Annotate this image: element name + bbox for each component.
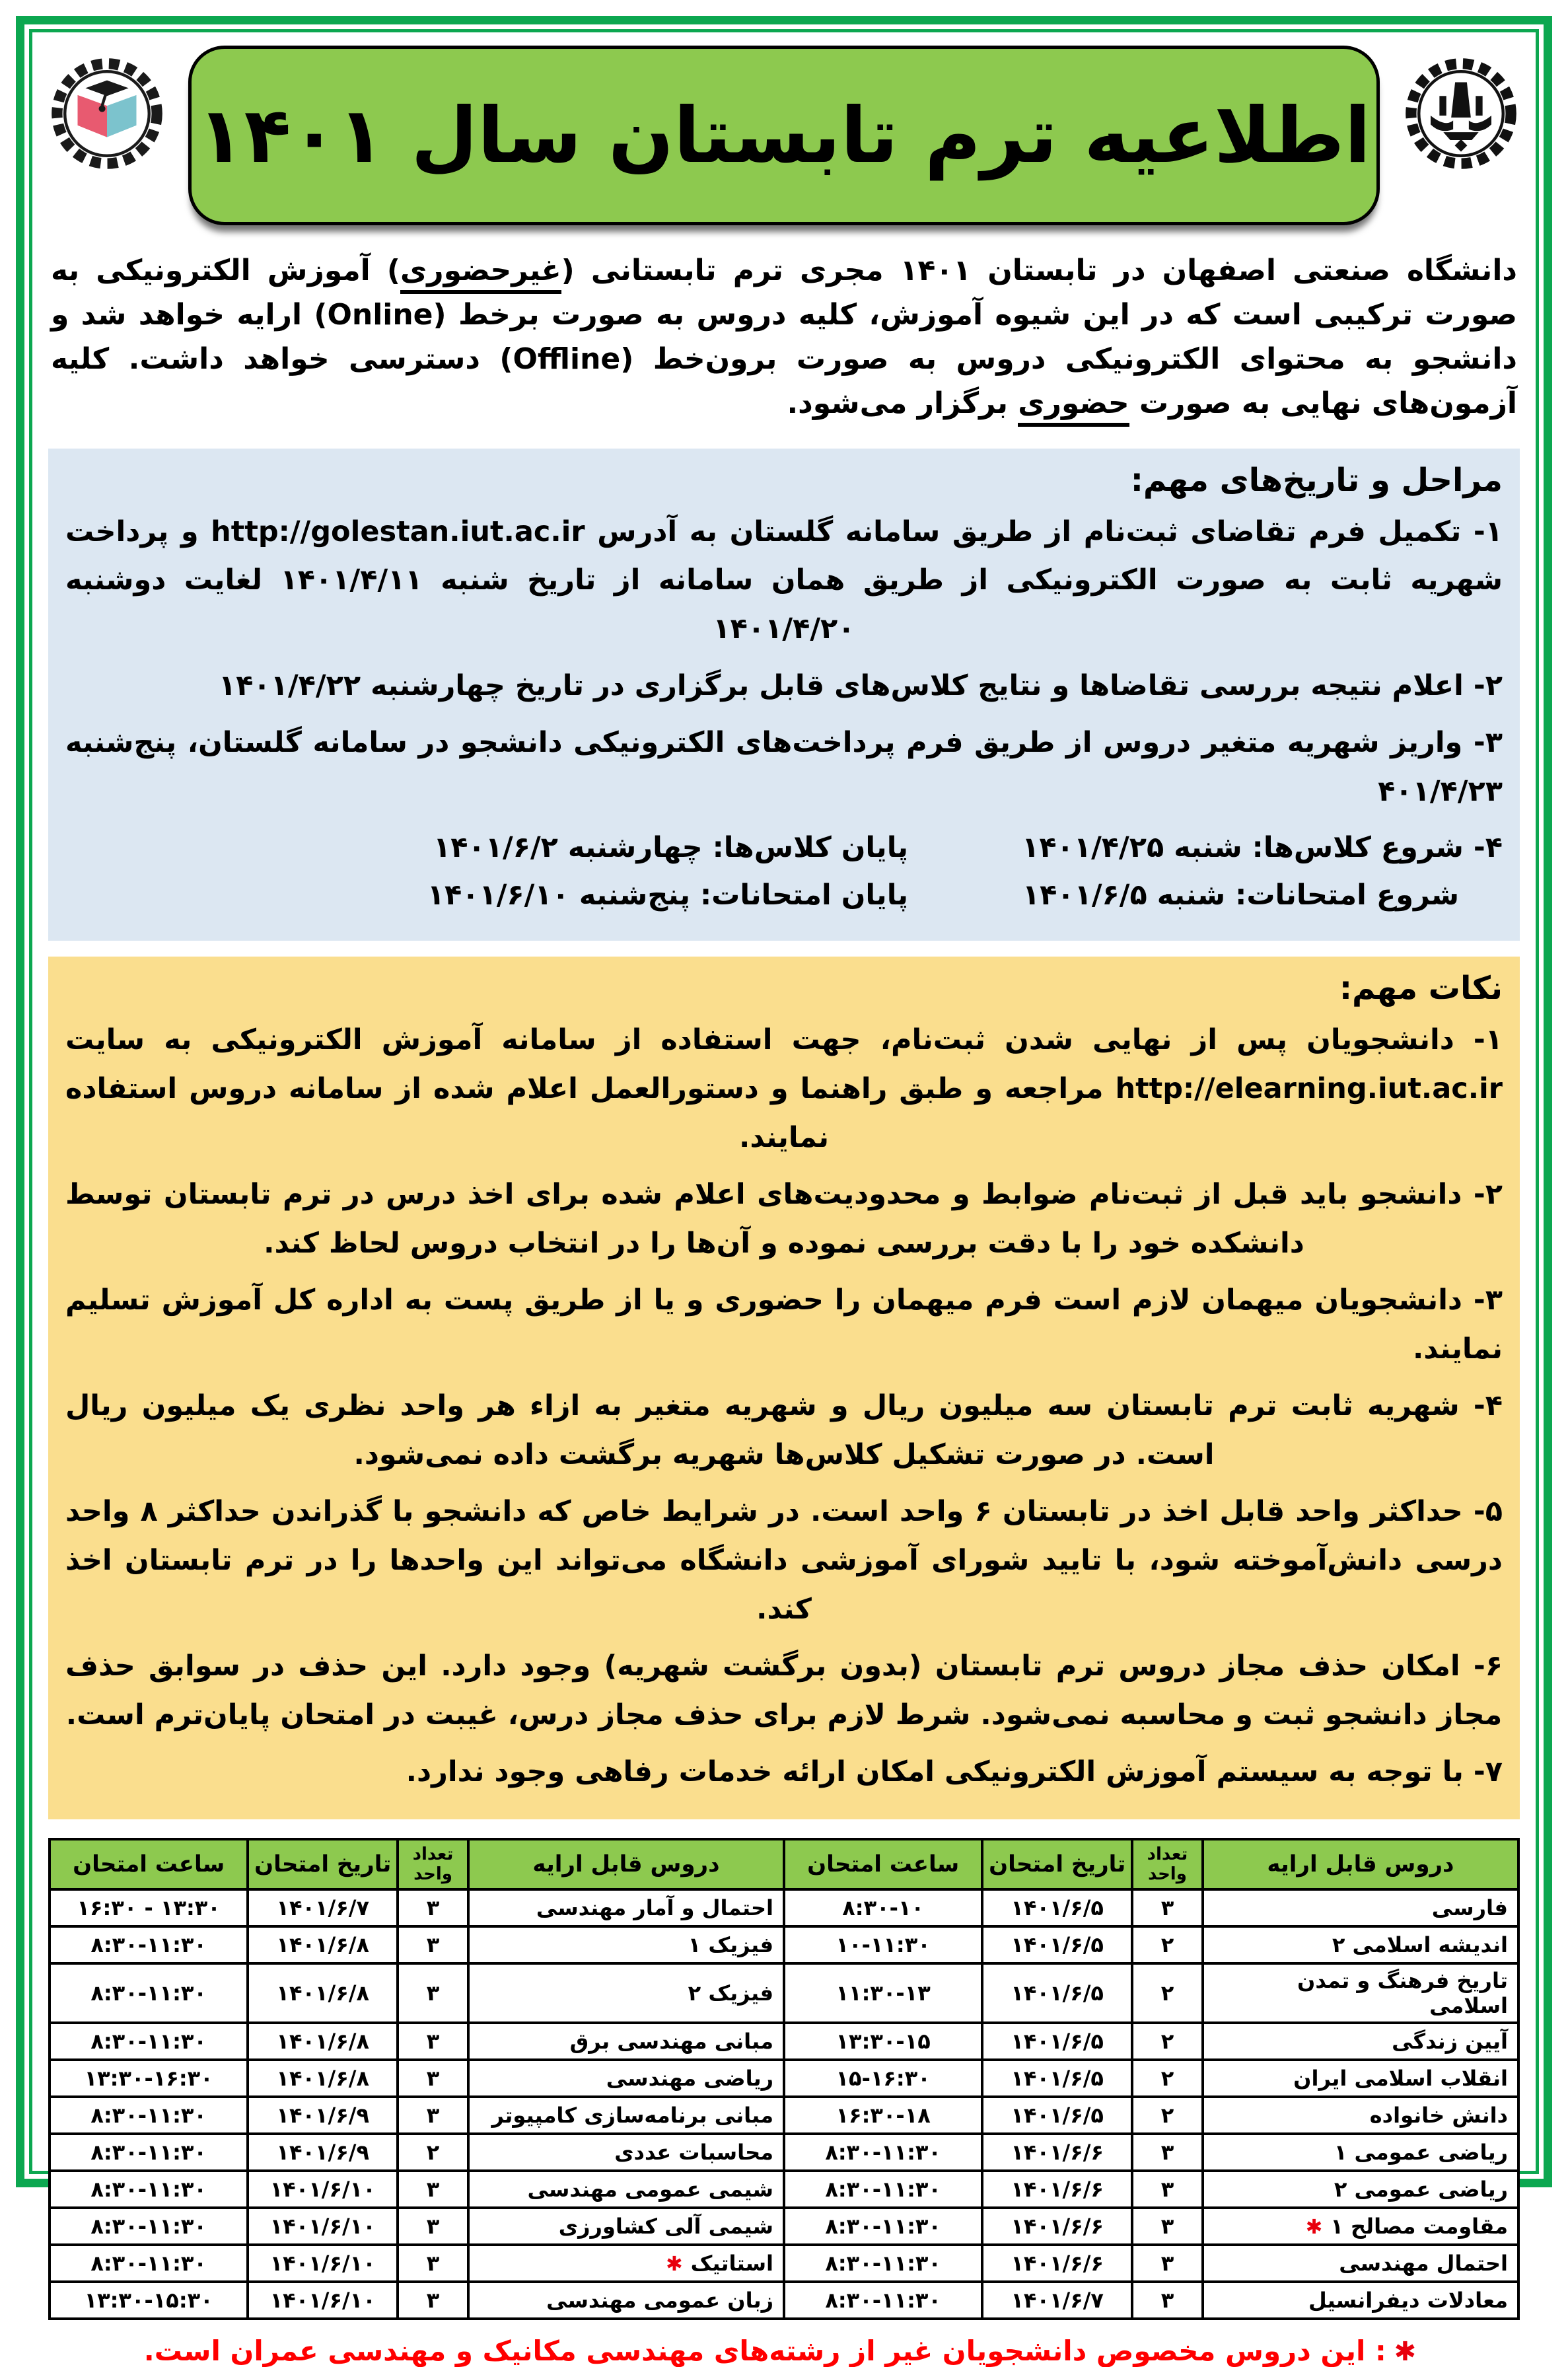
table-row (50, 2245, 1518, 2282)
header-exam-time: ساعت امتحان (784, 1839, 982, 1889)
exam-date-cell: ۱۴۰۱/۶/۶ (982, 2171, 1132, 2208)
exam-date-cell: ۱۴۰۱/۶/۸ (248, 2023, 398, 2060)
page-header (48, 46, 1520, 225)
table-row (50, 1963, 1518, 2023)
exam-time-cell: ۱۳:۳۰ - ۱۶:۳۰ (50, 1889, 248, 1926)
header-exam-date: تاریخ امتحان (982, 1839, 1132, 1889)
course-name-cell (468, 1963, 784, 2023)
university-emblem-icon (1402, 55, 1520, 172)
units-cell: ۳ (1132, 2245, 1203, 2282)
exam-date-cell: ۱۴۰۱/۶/۵ (982, 2060, 1132, 2097)
note-item-4: ۴- شهریه ثابت ترم تابستان سه میلیون ریال و شهریه متغیر به ازاء هر واحد نظری یک میلیون ریال است. در صورت تشکیل کلاس‌ها شهریه برگشت داده نمی‌شود. (65, 1389, 1503, 1471)
inner-green-border (29, 29, 1539, 2367)
course-name-cell (468, 2282, 784, 2319)
exam-date-cell: ۱۴۰۱/۶/۱۰ (248, 2208, 398, 2245)
exam-time-cell: ۸:۳۰-۱۱:۳۰ (50, 2023, 248, 2060)
intro-text-1: دانشگاه صنعتی اصفهان در تابستان ۱۴۰۱ مجری ترم تابستانی ( (561, 254, 1517, 287)
course-name-cell (468, 2134, 784, 2171)
footnote-text: : این دروس مخصوص دانشجویان غیر از رشته‌های مهندسی مکانیک و مهندسی عمران است. (143, 2334, 1386, 2367)
star-icon: ✱ (666, 2252, 683, 2276)
course-name-cell (1203, 1926, 1518, 1963)
course-name-cell (468, 2171, 784, 2208)
exams-dates-line (65, 879, 1503, 912)
course-name-cell (468, 1926, 784, 1963)
table-row (50, 2134, 1518, 2171)
exam-time-cell: ۸:۳۰-۱۱:۳۰ (784, 2208, 982, 2245)
step-item-1: ۱- تکمیل فرم تقاضای ثبت‌نام از طریق سامانه گلستان به آدرس http://golestan.iut.ac.ir و پرداخت شهریه ثابت به صورت الکترونیکی از طریق همان سامانه از تاریخ شنبه ۱۴۰۱/۴/۱۱ لغایت دوشنبه ۱۴۰۱/۴/۲۰ (65, 515, 1503, 646)
exam-date-cell: ۱۴۰۱/۶/۹ (248, 2134, 398, 2171)
units-cell: ۳ (1132, 2208, 1203, 2245)
course-name-cell (468, 2208, 784, 2245)
notes-section-title: نکات مهم: (1339, 970, 1503, 1007)
note-item-6: ۶- امکان حذف مجاز دروس ترم تابستان (بدون برگشت شهریه) وجود دارد. این حذف در سوابق حذف مجاز دانشجو ثبت و محاسبه نمی‌شود. شرط لازم برای حذف مجاز درس، غیبت در امتحان پایان‌ترم است. (65, 1649, 1503, 1731)
header-courses-offered: دروس قابل ارایه (1203, 1839, 1518, 1889)
exam-date-cell: ۱۴۰۱/۶/۶ (982, 2208, 1132, 2245)
exam-time-cell: ۸:۳۰-۱۱:۳۰ (784, 2245, 982, 2282)
note-item-5: ۵- حداکثر واحد قابل اخذ در تابستان ۶ واحد است. در شرایط خاص که دانشجو با گذراندن حداکثر ۸ واحد درسی دانش‌آموخته شود، با تایید شورای آموزشی دانشگاه می‌تواند این واحدها را در ترم تابستان اخذ کند. (65, 1494, 1503, 1626)
units-cell: ۲ (1132, 2060, 1203, 2097)
exam-time-cell: ۱۶:۳۰-۱۸ (784, 2097, 982, 2134)
units-cell: ۳ (398, 2208, 468, 2245)
units-cell: ۲ (1132, 2023, 1203, 2060)
course-name: احتمال مهندسی (1339, 2250, 1508, 2276)
underlined-in-person: حضوری (1018, 386, 1129, 427)
course-name: معادلات دیفرانسیل (1308, 2287, 1508, 2313)
star-icon: ✱ (1394, 2336, 1417, 2367)
course-name-cell (1203, 2282, 1518, 2319)
units-cell: ۳ (398, 2023, 468, 2060)
exam-date-cell: ۱۴۰۱/۶/۷ (982, 2282, 1132, 2319)
exam-time-cell: ۸:۳۰-۱۱:۳۰ (50, 1926, 248, 1963)
course-name: فارسی (1431, 1895, 1508, 1920)
exam-time-cell: ۱۳:۳۰-۱۵:۳۰ (50, 2282, 248, 2319)
exam-date-cell: ۱۴۰۱/۶/۵ (982, 1926, 1132, 1963)
exams-start-date: شروع امتحانات: شنبه ۱۴۰۱/۶/۵ (1022, 879, 1459, 912)
exam-time-cell: ۸:۳۰-۱۱:۳۰ (784, 2171, 982, 2208)
course-name: مبانی مهندسی برق (569, 2028, 774, 2054)
course-name: زبان عمومی مهندسی (546, 2287, 774, 2313)
units-cell: ۲ (398, 2134, 468, 2171)
exam-time-cell: ۸:۳۰-۱۱:۳۰ (50, 2171, 248, 2208)
course-name-cell (468, 2097, 784, 2134)
classes-dates-line (65, 831, 1503, 864)
course-name-cell (1203, 2023, 1518, 2060)
course-name-cell (1203, 2208, 1518, 2245)
exam-time-cell: ۸:۳۰-۱۱:۳۰ (784, 2134, 982, 2171)
steps-section-title: مراحل و تاریخ‌های مهم: (1130, 461, 1503, 499)
exam-date-cell: ۱۴۰۱/۶/۱۰ (248, 2245, 398, 2282)
education-office-logo-icon (48, 55, 166, 172)
exam-date-cell: ۱۴۰۱/۶/۵ (982, 1889, 1132, 1926)
exam-date-cell: ۱۴۰۱/۶/۷ (248, 1889, 398, 1926)
exam-date-cell: ۱۴۰۱/۶/۶ (982, 2245, 1132, 2282)
title-banner (188, 46, 1380, 225)
units-cell: ۳ (398, 1963, 468, 2023)
course-name: ریاضی عمومی ۱ (1334, 2139, 1508, 2165)
units-cell: ۲ (1132, 1926, 1203, 1963)
exam-time-cell: ۱۵-۱۶:۳۰ (784, 2060, 982, 2097)
course-name-cell (1203, 2097, 1518, 2134)
units-cell: ۳ (398, 2171, 468, 2208)
course-name: اندیشه اسلامی ۲ (1332, 1932, 1508, 1957)
exam-date-cell: ۱۴۰۱/۶/۶ (982, 2134, 1132, 2171)
course-name-cell (1203, 2134, 1518, 2171)
course-name: فیزیک ۲ (688, 1980, 774, 2006)
exam-date-cell: ۱۴۰۱/۶/۸ (248, 2060, 398, 2097)
star-icon: ✱ (1305, 2215, 1323, 2239)
page-title: اطلاعیه ترم تابستان سال ۱۴۰۱ (197, 91, 1371, 180)
exam-time-cell: ۸:۳۰-۱۰ (784, 1889, 982, 1926)
course-name: مبانی برنامه‌سازی کامپیوتر (491, 2102, 774, 2128)
note-item-3: ۳- دانشجویان میهمان لازم است فرم میهمان را حضوری و یا از طریق پست به اداره کل آموزش تسلیم نمایند. (65, 1283, 1503, 1366)
header-units: تعداد واحد (1132, 1839, 1203, 1889)
units-cell: ۳ (1132, 2171, 1203, 2208)
course-name-cell (468, 2060, 784, 2097)
step-item-3: ۳- واریز شهریه متغیر دروس از طریق فرم پرداخت‌های الکترونیکی دانشجو در سامانه گلستان، پنج‌شنبه ۴۰۱/۴/۲۳ (65, 726, 1503, 809)
header-courses-offered: دروس قابل ارایه (468, 1839, 784, 1889)
exam-time-cell: ۱۱:۳۰-۱۳ (784, 1963, 982, 2023)
course-name: مقاومت مصالح ۱ (1330, 2213, 1508, 2239)
note-item-1: ۱- دانشجویان پس از نهایی شدن ثبت‌نام، جهت استفاده از سامانه آموزش الکترونیکی به سایت http://elearning.iut.ac.ir مراجعه و طبق راهنما و دستورالعمل اعلام شده از سامانه دروس استفاده نمایند. (65, 1023, 1503, 1155)
exam-time-cell: ۱۰-۱۱:۳۰ (784, 1926, 982, 1963)
header-units: تعداد واحد (398, 1839, 468, 1889)
table-row (50, 2060, 1518, 2097)
notes-section (48, 957, 1520, 1819)
course-name: استاتیک (690, 2250, 774, 2276)
note-item-2: ۲- دانشجو باید قبل از ثبت‌نام ضوابط و محدودیت‌های اعلام شده برای اخذ درس در ترم تابستان توسط دانشکده خود را با دقت بررسی نموده و آن‌ها را در انتخاب دروس لحاظ کند. (65, 1178, 1503, 1260)
table-header-row (50, 1839, 1518, 1889)
course-name: احتمال و آمار مهندسی (536, 1895, 774, 1920)
course-name: تاریخ فرهنگ و تمدن اسلامی (1297, 1967, 1508, 2018)
units-cell: ۳ (398, 2245, 468, 2282)
underlined-non-attendance: غیرحضوری (400, 254, 561, 294)
course-name: دانش خانواده (1369, 2102, 1508, 2128)
table-row (50, 1926, 1518, 1963)
intro-text-3: برگزار می‌شود. (787, 386, 1018, 420)
course-name: شیمی آلی کشاورزی (558, 2213, 774, 2239)
intro-text-2: ) آموزش الکترونیکی به صورت ترکیبی است که در این شیوه آموزش، کلیه دروس به صورت برخط (Online) ارایه خواهد شد و دانشجو به محتوای الکترونیکی دروس به صورت برون‌خط (Offline) دسترسی خواهد داشت. کلیه آزمون‌های نهایی به صورت (51, 254, 1518, 420)
courses-table (48, 1838, 1520, 2320)
header-exam-date: تاریخ امتحان (248, 1839, 398, 1889)
units-cell: ۳ (398, 2060, 468, 2097)
exam-time-cell: ۸:۳۰-۱۱:۳۰ (50, 2245, 248, 2282)
exam-time-cell: ۸:۳۰-۱۱:۳۰ (50, 2134, 248, 2171)
exam-date-cell: ۱۴۰۱/۶/۵ (982, 2097, 1132, 2134)
course-name: انقلاب اسلامی ایران (1293, 2065, 1508, 2091)
course-name: ریاضی مهندسی (606, 2065, 774, 2091)
units-cell: ۳ (1132, 2134, 1203, 2171)
exam-date-cell: ۱۴۰۱/۶/۸ (248, 1963, 398, 2023)
course-name: محاسبات عددی (614, 2139, 774, 2165)
course-name-cell (1203, 1889, 1518, 1926)
table-row (50, 2171, 1518, 2208)
units-cell: ۳ (398, 2097, 468, 2134)
table-row (50, 2023, 1518, 2060)
units-cell: ۲ (1132, 1963, 1203, 2023)
classes-end-date: پایان کلاس‌ها: چهارشنبه ۱۴۰۱/۶/۲ (433, 831, 908, 865)
exam-date-cell: ۱۴۰۱/۶/۵ (982, 1963, 1132, 2023)
exams-end-date: پایان امتحانات: پنج‌شنبه ۱۴۰۱/۶/۱۰ (427, 879, 908, 912)
outer-green-border (16, 16, 1552, 2367)
note-item-7: ۷- با توجه به سیستم آموزش الکترونیکی امکان ارائه خدمات رفاهی وجود ندارد. (406, 1755, 1503, 1788)
exam-time-cell: ۸:۳۰-۱۱:۳۰ (50, 2208, 248, 2245)
exam-date-cell: ۱۴۰۱/۶/۱۰ (248, 2282, 398, 2319)
table-row (50, 2282, 1518, 2319)
steps-section (48, 449, 1520, 941)
step-item-2: ۲- اعلام نتیجه بررسی تقاضاها و نتایج کلاس‌های قابل برگزاری در تاریخ چهارشنبه ۱۴۰۱/۴/۲۲ (219, 669, 1503, 703)
course-name-cell (1203, 2245, 1518, 2282)
exam-time-cell: ۱۳:۳۰-۱۵ (784, 2023, 982, 2060)
exam-date-cell: ۱۴۰۱/۶/۹ (248, 2097, 398, 2134)
exam-time-cell: ۸:۳۰-۱۱:۳۰ (50, 1963, 248, 2023)
course-name: فیزیک ۱ (688, 1932, 774, 1957)
course-name-cell (468, 2023, 784, 2060)
course-name-cell (1203, 2171, 1518, 2208)
units-cell: ۳ (1132, 1889, 1203, 1926)
exam-date-cell: ۱۴۰۱/۶/۱۰ (248, 2171, 398, 2208)
table-row (50, 2208, 1518, 2245)
units-cell: ۲ (1132, 2097, 1203, 2134)
units-cell: ۳ (398, 1889, 468, 1926)
units-cell: ۳ (398, 1926, 468, 1963)
intro-paragraph (51, 249, 1517, 426)
course-name: آیین زندگی (1392, 2028, 1508, 2054)
table-row (50, 1889, 1518, 1926)
exam-date-cell: ۱۴۰۱/۶/۵ (982, 2023, 1132, 2060)
course-name-cell (1203, 1963, 1518, 2023)
table-row (50, 2097, 1518, 2134)
course-name-cell (468, 1889, 784, 1926)
classes-start-date: ۴- شروع کلاس‌ها: شنبه ۱۴۰۱/۴/۲۵ (1022, 831, 1503, 865)
exam-time-cell: ۸:۳۰-۱۱:۳۰ (784, 2282, 982, 2319)
course-name: شیمی عمومی مهندسی (527, 2176, 774, 2202)
header-exam-time: ساعت امتحان (50, 1839, 248, 1889)
course-name: ریاضی عمومی ۲ (1334, 2176, 1508, 2202)
course-name-cell (468, 2245, 784, 2282)
units-cell: ۳ (398, 2282, 468, 2319)
course-name-cell (1203, 2060, 1518, 2097)
exam-date-cell: ۱۴۰۱/۶/۸ (248, 1926, 398, 1963)
exam-time-cell: ۱۳:۳۰-۱۶:۳۰ (50, 2060, 248, 2097)
exam-time-cell: ۸:۳۰-۱۱:۳۰ (50, 2097, 248, 2134)
footnote (48, 2335, 1520, 2367)
units-cell: ۳ (1132, 2282, 1203, 2319)
